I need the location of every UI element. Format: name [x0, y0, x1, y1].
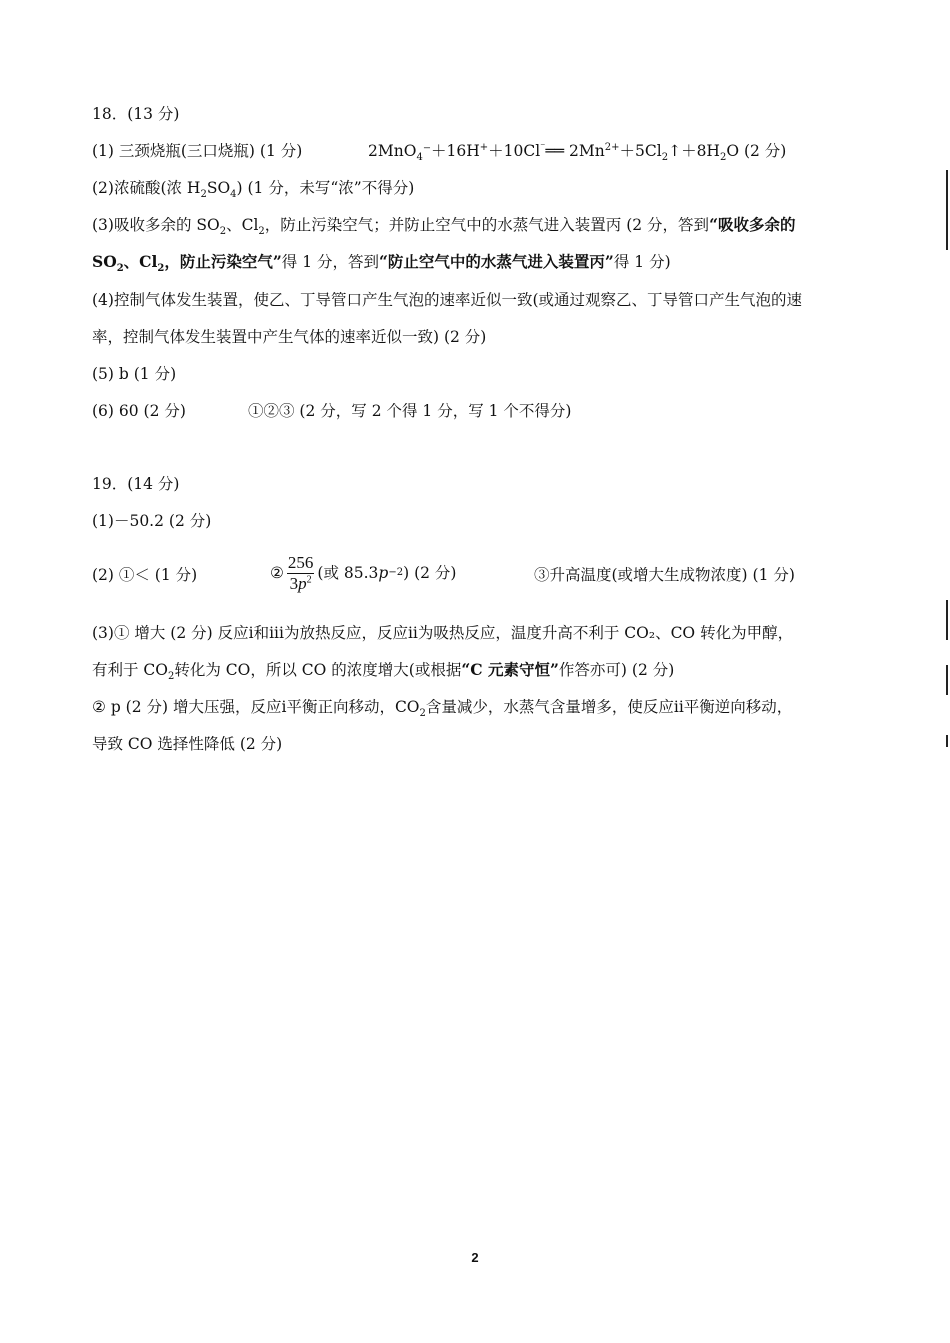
q19-part2-third: ③升高温度(或增大生成物浓度) (1 分) — [534, 566, 795, 584]
q18-part3-line2: $SO_2$、$Cl_2$，防止污染空气”得 1 分，答到“防止空气中的水蒸气进入装置丙”得 1 分) — [92, 252, 671, 275]
scan-edge-mark — [946, 170, 948, 250]
scan-edge-mark — [946, 600, 948, 640]
q18-part4-line2: 率，控制气体发生装置中产生气体的速率近似一致) (2 分) — [92, 328, 487, 346]
fraction: $\frac{256}{3p^2}$ — [287, 552, 314, 593]
q19-part2-first: (2) ①＜ (1 分) — [92, 566, 198, 584]
q18-part1-equation: 2MnO$_4$⁻＋16H+＋10Cl⁻══ $2Mn^{2+}+5Cl_2↑+8H_2O$ (2 分) — [368, 141, 787, 164]
q19-part3-line4: 导致 CO 选择性降低 (2 分) — [92, 735, 283, 753]
page-number: 2 — [471, 1250, 479, 1265]
q19-part1: (1)－50.2 (2 分) — [92, 512, 212, 530]
scan-edge-mark — [946, 665, 948, 695]
q19-part3-line2: 有利于 $CO_2$转化为 CO，所以 CO 的浓度增大(或根据“C 元素守恒”作答亦可) (2 分) — [92, 660, 675, 683]
q18-part2: (2)浓硫酸(浓 $H_2SO_4$) (1 分，未写“浓”不得分) — [92, 179, 415, 201]
q18-part1-answer: (1) 三颈烧瓶(三口烧瓶) (1 分) — [92, 142, 303, 160]
q18-part6-answer: (6) 60 (2 分) — [92, 402, 186, 420]
q19-part3-line1: (3)① 增大 (2 分) 反应i和iii为放热反应，反应ii为吸热反应，温度升高不利于 CO₂、CO 转化为甲醇， — [92, 624, 794, 642]
q19-part2-second: ② $\frac{256}{3p^2}$ (或 85.3 p −2 ) (2 分) — [270, 552, 457, 593]
q19-part3-line3: ② p (2 分) 增大压强，反应i平衡正向移动，$CO_2$含量减少，水蒸气含量增多，使反应ii平衡逆向移动， — [92, 698, 793, 720]
q18-part5: (5) b (1 分) — [92, 365, 177, 383]
q18-part4-line1: (4)控制气体发生装置，使乙、丁导管口产生气泡的速率近似一致(或通过观察乙、丁导管口产生气泡的速 — [92, 291, 803, 309]
q18-part6-options: ①②③ (2 分，写 2 个得 1 分，写 1 个不得分) — [248, 402, 572, 420]
q18-part3-line1: (3)吸收多余的 $SO_2$、$Cl_2$，防止污染空气；并防止空气中的水蒸气进入装置丙 (2 分，答到“吸收多余的 — [92, 215, 796, 238]
q19-header: 19．(14 分) — [92, 475, 180, 493]
scan-edge-mark — [946, 735, 948, 747]
q18-header: 18．(13 分) — [92, 105, 180, 123]
